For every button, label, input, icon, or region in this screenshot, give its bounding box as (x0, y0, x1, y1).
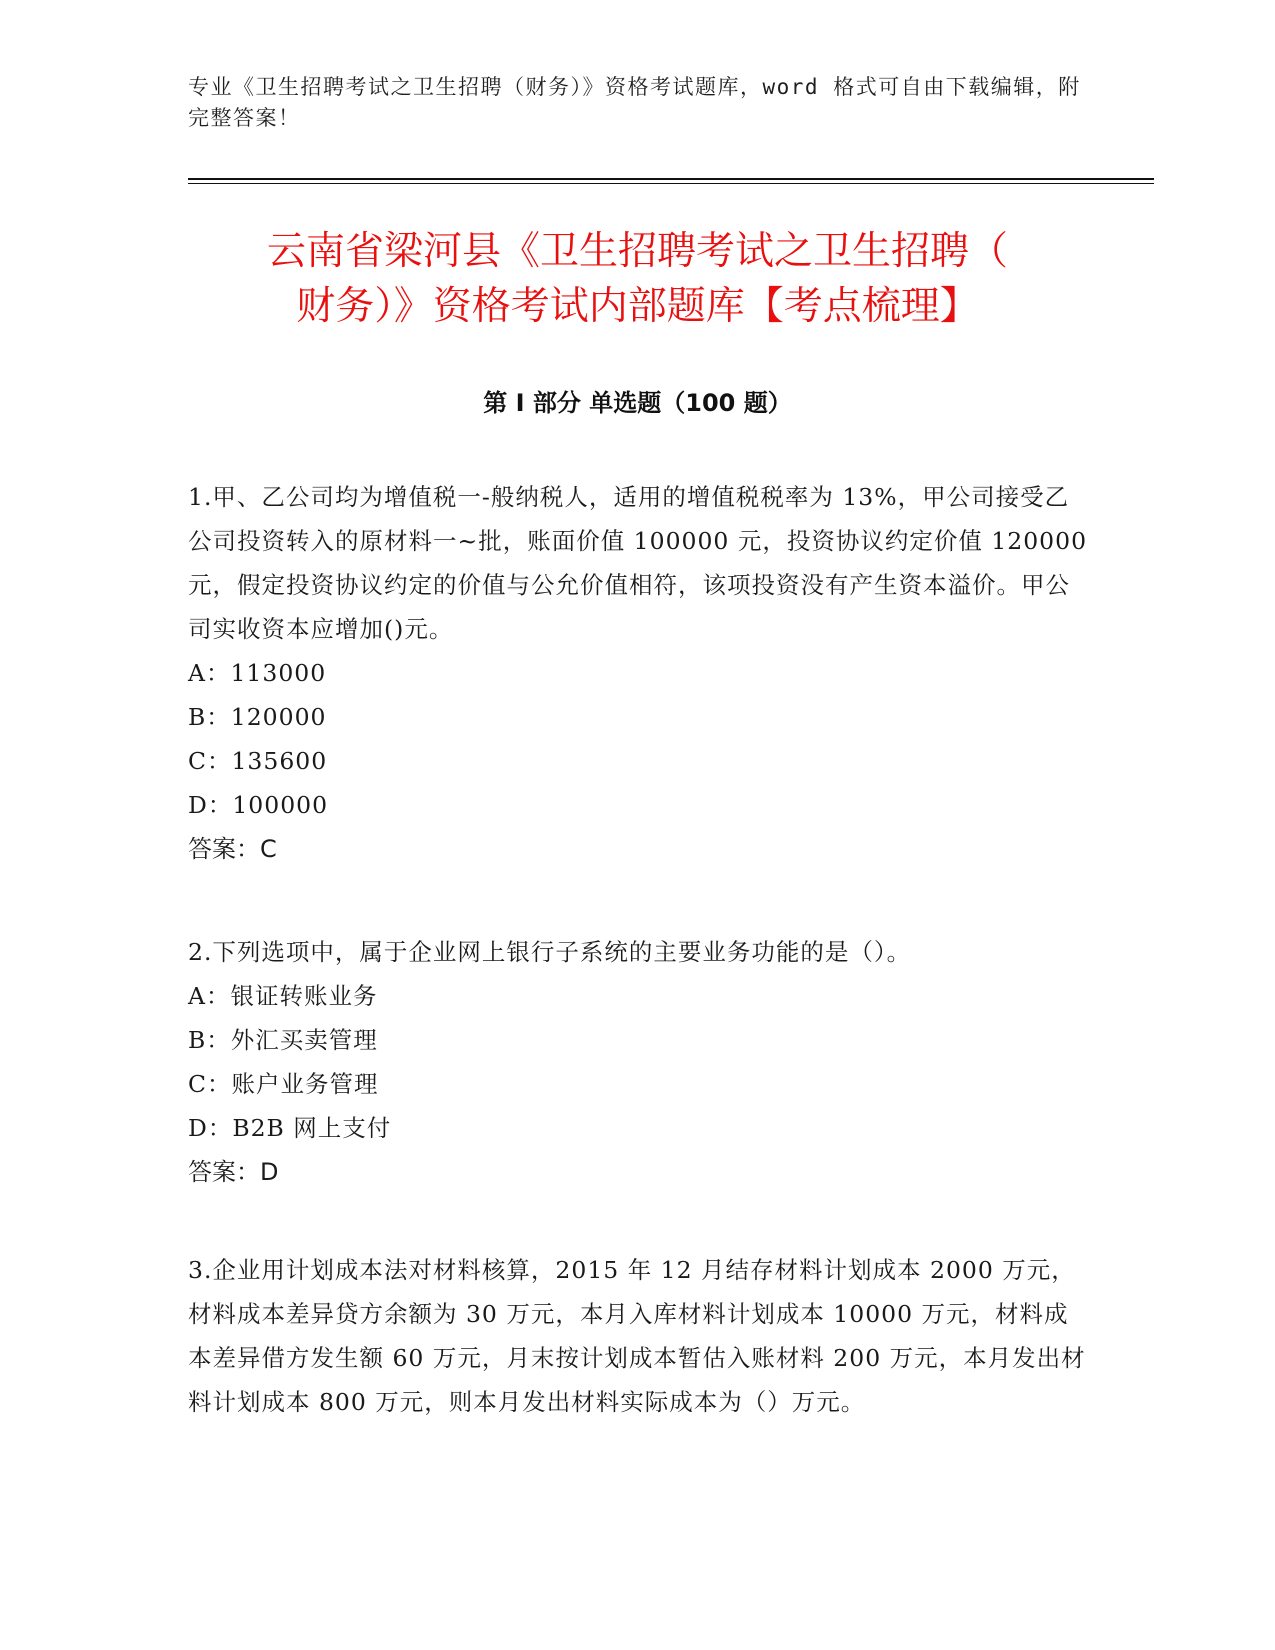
answer-line: 答案：D (188, 1158, 279, 1186)
option-b: B：120000 (188, 703, 327, 731)
option-d: D：100000 (188, 791, 329, 819)
option-d: D：B2B 网上支付 (188, 1114, 392, 1142)
header-divider-thin (188, 183, 1154, 184)
answer-line: 答案：C (188, 835, 277, 863)
option-c: C：账户业务管理 (188, 1070, 379, 1098)
question-2 (188, 930, 1088, 1194)
document-title (160, 224, 1115, 334)
question-stem: 2.下列选项中，属于企业网上银行子系统的主要业务功能的是（）。 (188, 938, 912, 966)
document-title-line-2: 财务）》资格考试内部题库【考点梳理】 (296, 284, 979, 329)
question-stem: 3.企业用计划成本法对材料核算，2015 年 12 月结存材料计划成本 2000 万元，材料成本差异贷方余额为 30 万元，本月入库材料计划成本 10000 万元，材料成本差异借方发生额 60 万元，月末按计划成本暂估入账材料 200 万元，本月发出材料计划成本 800 万元，则本月发出材料实际成本为（）万元。 (188, 1256, 1086, 1416)
option-a: A：银证转账业务 (188, 982, 378, 1010)
header-note: 专业《卫生招聘考试之卫生招聘（财务）》资格考试题库，word 格式可自由下载编辑，附完整答案！ (188, 75, 1081, 130)
option-c: C：135600 (188, 747, 328, 775)
question-1 (188, 475, 1088, 871)
question-3 (188, 1248, 1088, 1424)
section-heading: 第 I 部分 单选题（100 题） (483, 389, 792, 417)
option-a: A：113000 (188, 659, 327, 687)
option-b: B：外汇买卖管理 (188, 1026, 378, 1054)
header-divider-thick (188, 178, 1154, 180)
question-stem: 1.甲、乙公司均为增值税一-般纳税人，适用的增值税税率为 13%，甲公司接受乙公司投资转入的原材料一~批，账面价值 100000 元，投资协议约定价值 120000 元，假定投资协议约定的价值与公允价值相符，该项投资没有产生资本溢价。甲公司实收资本应增加()元。 (188, 483, 1088, 643)
document-title-line-1: 云南省梁河县《卫生招聘考试之卫生招聘（ (266, 229, 1008, 274)
